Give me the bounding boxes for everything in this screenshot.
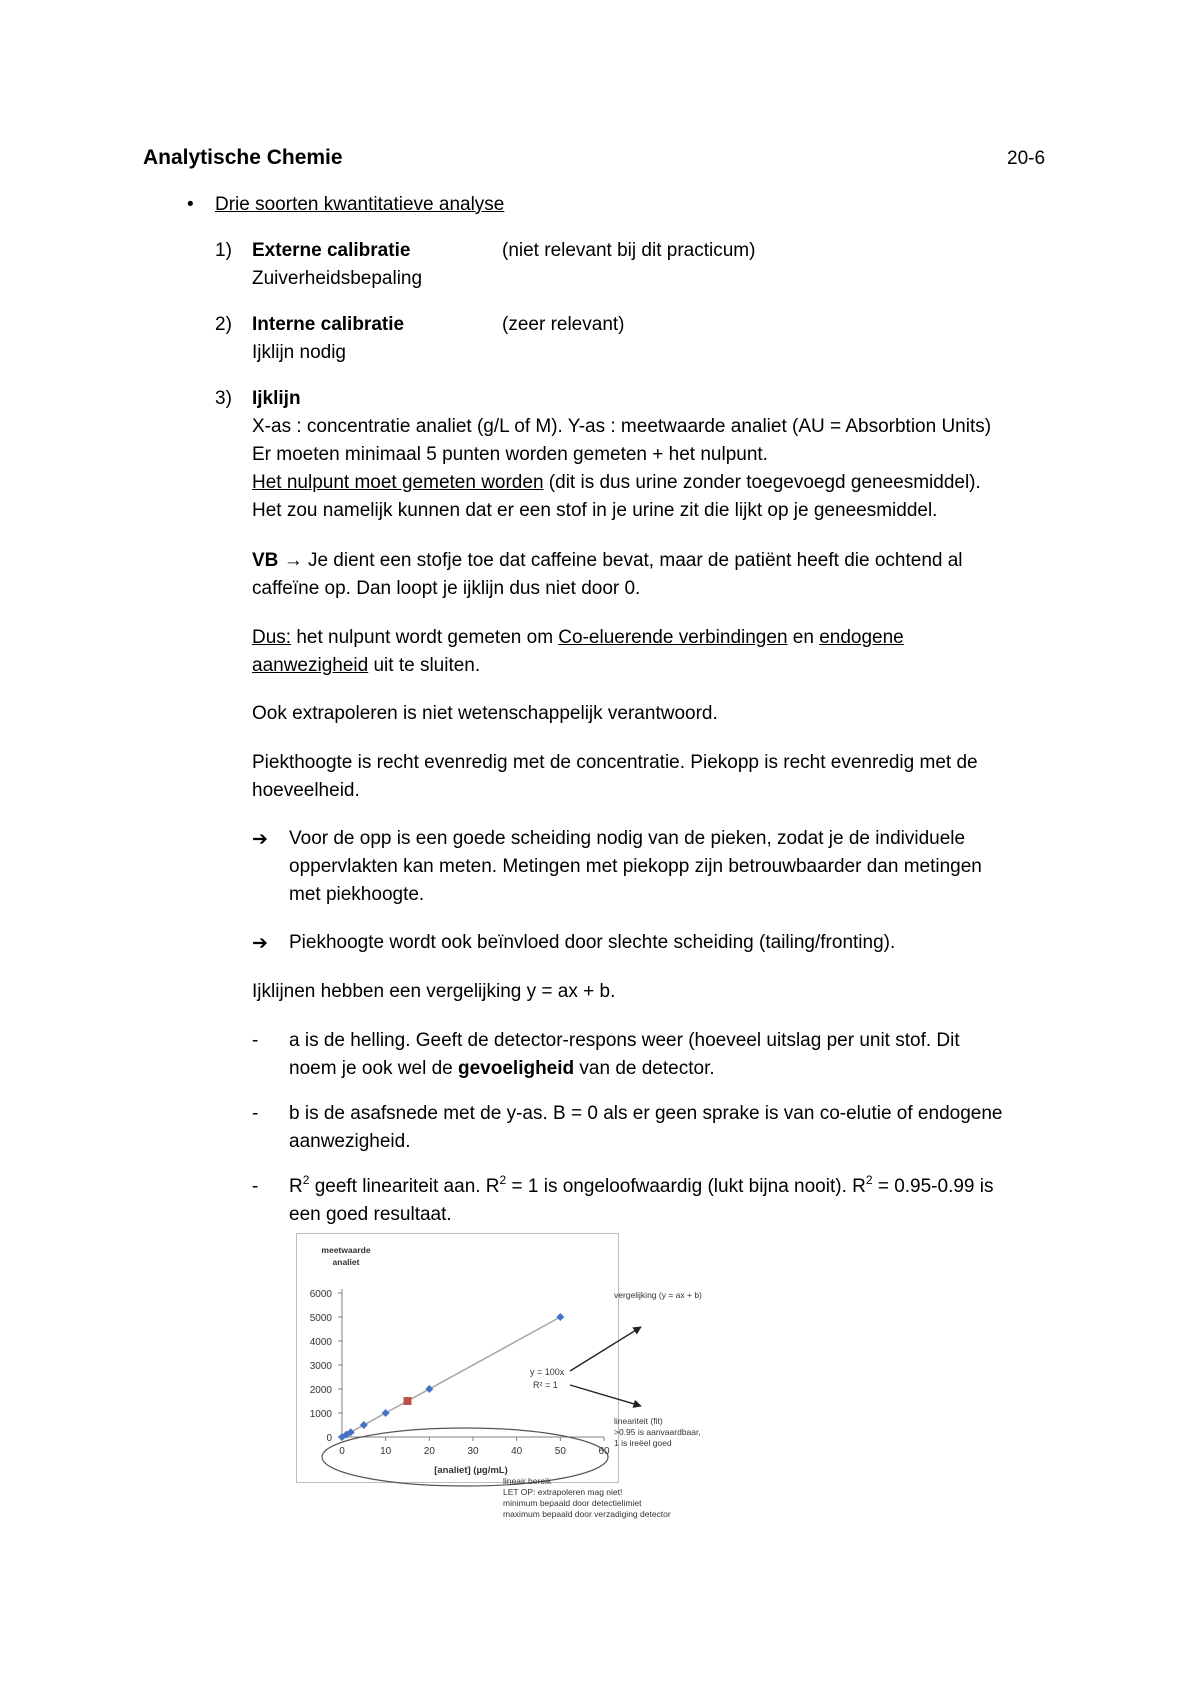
annotation-lineariteit-3: 1 is ireëel goed (614, 1438, 672, 1448)
dash-marker: - (252, 1103, 259, 1124)
y-tick-label: 4000 (309, 1337, 332, 1348)
y-tick-label: 5000 (309, 1313, 332, 1324)
annotation-bereik-4: maximum bepaald door verzadiging detector (503, 1509, 671, 1519)
dash-marker: - (252, 1176, 259, 1197)
dash-a-line-1: a is de helling. Geeft de detector-respons weer (hoeveel uitslag per unit stof. Dit (289, 1030, 960, 1051)
aanwezigheid-term: aanwezigheid (252, 655, 369, 676)
dus-text-1: het nulpunt wordt gemeten om (291, 627, 559, 648)
item-2-number: 2) (215, 314, 232, 335)
item-2-note: (zeer relevant) (502, 314, 625, 335)
dash-marker: - (252, 1030, 259, 1051)
gevoeligheid-term: gevoeligheid (458, 1058, 575, 1079)
r-superscript: 2 (302, 1173, 310, 1187)
y-axis-title-line-2: analiet (332, 1257, 360, 1267)
ijklijn-axes: X-as : concentratie analiet (g/L of M). Y-as : meetwaarde analiet (AU = Absorbtion Units) (252, 416, 992, 437)
item-1-sub: Zuiverheidsbepaling (252, 268, 423, 289)
arrow-to-vergelijking (570, 1327, 641, 1371)
fit-line (342, 1317, 560, 1437)
arrow-right-icon: → (283, 550, 303, 571)
piek-line-1: Piekthoogte is recht evenredig met de concentratie. Piekopp is recht evenredig met de (252, 752, 978, 773)
x-tick-label: 40 (511, 1446, 523, 1457)
bullet-marker: • (187, 194, 194, 215)
nulpunt-rest: (dit is dus urine zonder toegevoegd geneesmiddel). (543, 472, 981, 493)
annotation-bereik-1: lineair bereik (503, 1476, 552, 1486)
bullet-heading: Drie soorten kwantitatieve analyse (215, 194, 505, 215)
item-3-label: Ijklijn (252, 388, 301, 409)
ijklijn-points: Er moeten minimaal 5 punten worden gemeten + het nulpunt. (252, 444, 768, 465)
arrow-item-1-line-2: oppervlakten kan meten. Metingen met piekopp zijn betrouwbaarder dan metingen (289, 856, 982, 877)
dus-text-3: uit te sluiten. (368, 655, 481, 676)
y-tick-label: 3000 (309, 1361, 332, 1372)
ijklijn-reason: Het zou namelijk kunnen dat er een stof in je urine zit die lijkt op je geneesmiddel. (252, 500, 938, 521)
r-text-3: = 0.95-0.99 is (872, 1176, 994, 1197)
coeluerende-term: Co-eluerende verbindingen (558, 627, 788, 648)
arrow-item-1-line-1: Voor de opp is een goede scheiding nodig van de pieken, zodat je de individuele (289, 828, 966, 849)
dus-label: Dus: (252, 627, 292, 648)
page-title: Analytische Chemie (143, 146, 343, 169)
annotation-lineariteit-1: lineariteit (fit) (614, 1416, 663, 1426)
item-2-label: Interne calibratie (252, 314, 405, 335)
x-tick-label: 30 (467, 1446, 479, 1457)
fit-r2-label: R² = 1 (533, 1380, 558, 1390)
vergelijking-text: Ijklijnen hebben een vergelijking y = ax + b. (252, 981, 616, 1002)
item-2-sub: Ijklijn nodig (252, 342, 346, 363)
page-date: 20-6 (1007, 148, 1046, 169)
r-text-2: = 1 is ongeloofwaardig (lukt bijna nooit). R (506, 1176, 866, 1197)
x-tick-label: 20 (423, 1446, 435, 1457)
annotation-lineariteit-2: >0.95 is aanvaardbaar, (614, 1427, 701, 1437)
dash-a-text-1: noem je ook wel de (289, 1058, 458, 1079)
r-symbol: R (289, 1176, 303, 1197)
x-tick-label: 60 (598, 1446, 610, 1457)
r-superscript: 2 (865, 1173, 873, 1187)
x-axis-title: [analiet] (µg/mL) (434, 1465, 508, 1476)
x-tick-label: 0 (339, 1446, 345, 1457)
vb-label: VB (252, 550, 279, 571)
dash-r-line-2: een goed resultaat. (289, 1204, 452, 1225)
arrow-bullet-icon: ➔ (252, 933, 268, 954)
fit-equation-label: y = 100x (530, 1367, 565, 1377)
item-1-label: Externe calibratie (252, 240, 411, 261)
data-point (556, 1313, 564, 1321)
extrapoleren-text: Ook extrapoleren is niet wetenschappelijk verantwoord. (252, 703, 718, 724)
nulpunt-emphasis: Het nulpunt moet gemeten worden (252, 472, 544, 493)
y-tick-label: 2000 (309, 1385, 332, 1396)
dash-b-line-2: aanwezigheid. (289, 1131, 411, 1152)
arrow-bullet-icon: ➔ (252, 829, 268, 850)
arrow-to-lineariteit (570, 1385, 641, 1406)
annotation-bereik-3: minimum bepaald door detectielimiet (503, 1498, 642, 1508)
x-tick-label: 50 (554, 1446, 566, 1457)
vb-text-1: Je dient een stofje toe dat caffeine bevat, maar de patiënt heeft die ochtend al (302, 550, 963, 571)
vb-line-2: caffeïne op. Dan loopt je ijklijn dus niet door 0. (252, 578, 641, 599)
x-tick-label: 10 (380, 1446, 392, 1457)
y-tick-label: 0 (326, 1433, 332, 1444)
endogene-term: endogene (819, 627, 904, 648)
annotation-vergelijking: vergelijking (y = ax + b) (614, 1290, 702, 1300)
y-axis-title-line-1: meetwaarde (321, 1245, 371, 1255)
r-text-1: geeft lineariteit aan. R (309, 1176, 500, 1197)
dash-a-text-2: van de detector. (574, 1058, 715, 1079)
y-tick-label: 1000 (309, 1409, 332, 1420)
dash-b-line-1: b is de asafsnede met de y-as. B = 0 als er geen sprake is van co-elutie of endogene (289, 1103, 1003, 1124)
item-1-number: 1) (215, 240, 232, 261)
data-point (360, 1421, 368, 1429)
annotation-bereik-2: LET OP: extrapoleren mag niet! (503, 1487, 623, 1497)
r-superscript: 2 (499, 1173, 507, 1187)
arrow-item-2-line-1: Piekhoogte wordt ook beïnvloed door slechte scheiding (tailing/fronting). (289, 932, 896, 953)
y-tick-label: 6000 (309, 1289, 332, 1300)
item-1-note: (niet relevant bij dit practicum) (502, 240, 756, 261)
arrow-item-1-line-3: met piekhoogte. (289, 884, 425, 905)
data-point (425, 1385, 433, 1393)
item-3-number: 3) (215, 388, 232, 409)
dus-text-2: en (787, 627, 820, 648)
piek-line-2: hoeveelheid. (252, 780, 360, 801)
data-point (382, 1409, 390, 1417)
highlight-point (404, 1397, 412, 1405)
